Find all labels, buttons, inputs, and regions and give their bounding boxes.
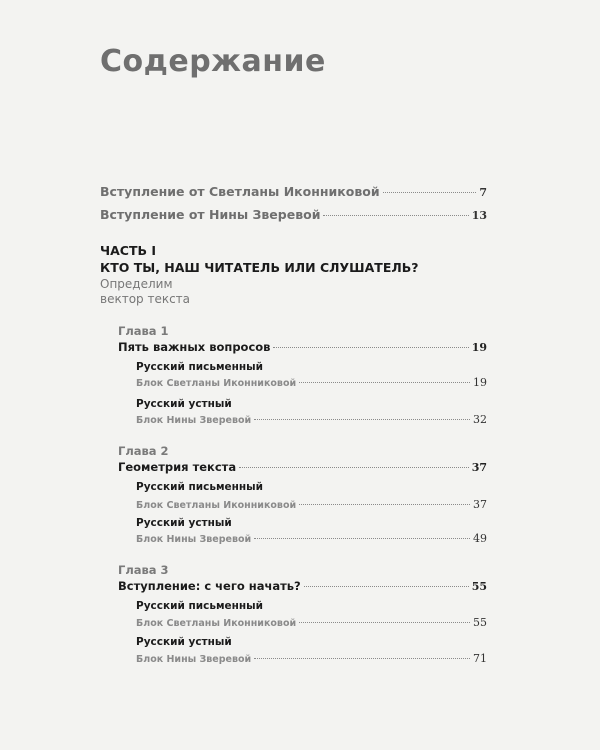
section-heading: Русский устный — [136, 517, 232, 529]
entry-page: 32 — [473, 413, 487, 426]
entry-page: 19 — [473, 376, 487, 389]
toc-entry-intro-1[interactable] — [100, 184, 487, 199]
toc-entry-intro-2[interactable] — [100, 207, 487, 222]
dot-leader — [299, 622, 470, 623]
dot-leader — [239, 467, 469, 468]
entry-title: Вступление: с чего начать? — [118, 579, 301, 593]
part-number: ЧАСТЬ I — [100, 243, 157, 258]
entry-page: 19 — [471, 341, 487, 354]
dot-leader — [254, 658, 470, 659]
page-title: Содержание — [100, 44, 326, 79]
chapter-label: Глава 2 — [118, 444, 169, 458]
entry-title: Пять важных вопросов — [118, 340, 271, 354]
entry-page: 55 — [473, 616, 487, 629]
toc-entry-chapter-2[interactable] — [118, 460, 487, 474]
entry-title: Геометрия текста — [118, 460, 237, 474]
entry-title: Вступление от Светланы Иконниковой — [100, 184, 380, 199]
section-heading: Русский письменный — [136, 600, 264, 612]
entry-author: Блок Нины Зверевой — [136, 534, 252, 545]
dot-leader — [383, 192, 477, 193]
entry-page: 13 — [471, 209, 487, 222]
dot-leader — [304, 586, 469, 587]
part-title: КТО ТЫ, НАШ ЧИТАТЕЛЬ ИЛИ СЛУШАТЕЛЬ? — [100, 260, 419, 275]
entry-title: Вступление от Нины Зверевой — [100, 207, 321, 222]
part-subtitle-line1: Определим — [100, 277, 173, 291]
entry-page: 7 — [479, 186, 487, 199]
dot-leader — [254, 419, 470, 420]
section-heading: Русский письменный — [136, 361, 264, 373]
dot-leader — [299, 504, 470, 505]
entry-page: 71 — [473, 652, 487, 665]
toc-entry-sub[interactable] — [136, 498, 487, 511]
entry-author: Блок Светланы Иконниковой — [136, 378, 297, 389]
dot-leader — [323, 215, 468, 216]
toc-entry-chapter-3[interactable] — [118, 579, 487, 593]
entry-page: 37 — [473, 498, 487, 511]
entry-author: Блок Светланы Иконниковой — [136, 500, 297, 511]
entry-page: 55 — [471, 580, 487, 593]
toc-entry-sub[interactable] — [136, 616, 487, 629]
entry-author: Блок Нины Зверевой — [136, 654, 252, 665]
toc-entry-chapter-1[interactable] — [118, 340, 487, 354]
entry-author: Блок Светланы Иконниковой — [136, 618, 297, 629]
toc-entry-sub[interactable] — [136, 413, 487, 426]
toc-entry-sub[interactable] — [136, 652, 487, 665]
section-heading: Русский устный — [136, 398, 232, 410]
toc-entry-sub[interactable] — [136, 376, 487, 389]
dot-leader — [273, 347, 468, 348]
dot-leader — [254, 538, 470, 539]
entry-author: Блок Нины Зверевой — [136, 415, 252, 426]
entry-page: 37 — [471, 461, 487, 474]
section-heading: Русский устный — [136, 636, 232, 648]
chapter-label: Глава 3 — [118, 563, 169, 577]
part-subtitle-line2: вектор текста — [100, 292, 191, 306]
entry-page: 49 — [473, 532, 487, 545]
section-heading: Русский письменный — [136, 481, 264, 493]
dot-leader — [299, 382, 470, 383]
chapter-label: Глава 1 — [118, 324, 169, 338]
toc-entry-sub[interactable] — [136, 532, 487, 545]
